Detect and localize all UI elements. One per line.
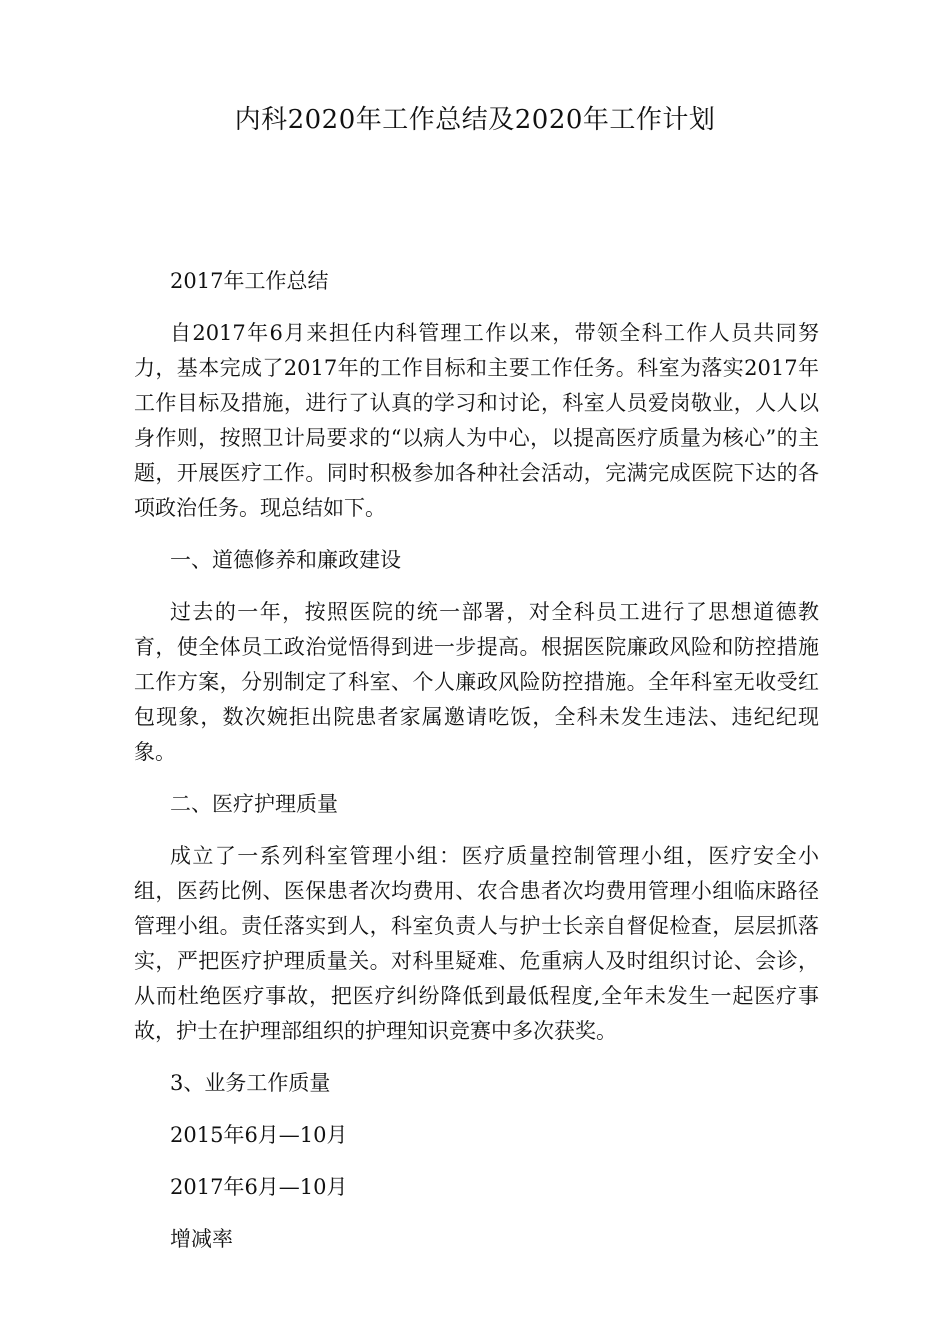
paragraph-intro: 自2017年6月来担任内科管理工作以来，带领全科工作人员共同努力，基本完成了2017年的工作目标和主要工作任务。科室为落实2017年工作目标及措施，进行了认真的学习和讨论，科室人员爱岗敬业，人人以身作则，按照卫计局要求的“以病人为中心，以提高医疗质量为核心”的主题，开展医疗工作。同时积极参加各种社会活动，完满完成医院下达的各项政治任务。现总结如下。 [134,321,819,520]
period-2015: 2015年6月—10月 [170,1123,348,1147]
period-2017: 2017年6月—10月 [170,1175,348,1199]
section-heading-business: 3、业务工作质量 [170,1071,331,1095]
document-title: 内科2020年工作总结及2020年工作计划 [234,105,716,135]
paragraph-quality: 成立了一系列科室管理小组：医疗质量控制管理小组，医疗安全小组，医药比例、医保患者次均费用、农合患者次均费用管理小组临床路径管理小组。责任落实到人，科室负责人与护士长亲自督促检查，层层抓落实，严把医疗护理质量关。对科里疑难、危重病人及时组织讨论、会诊，从而杜绝医疗事故，把医疗纠纷降低到最低程度,全年未发生一起医疗事故，护士在护理部组织的护理知识竞赛中多次获奖。 [134,844,819,1043]
section-heading-quality: 二、医疗护理质量 [170,792,338,816]
paragraph-ethics: 过去的一年，按照医院的统一部署，对全科员工进行了思想道德教育，使全体员工政治觉悟得到进一步提高。根据医院廉政风险和防控措施工作方案，分别制定了科室、个人廉政风险防控措施。全年科室无收受红包现象，数次婉拒出院患者家属邀请吃饭，全科未发生违法、违纪纪现象。 [134,600,819,764]
section-heading-summary-2017: 2017年工作总结 [170,269,329,293]
change-rate: 增减率 [170,1227,233,1251]
document-body [134,264,819,1274]
section-heading-ethics: 一、道德修养和廉政建设 [170,548,401,572]
